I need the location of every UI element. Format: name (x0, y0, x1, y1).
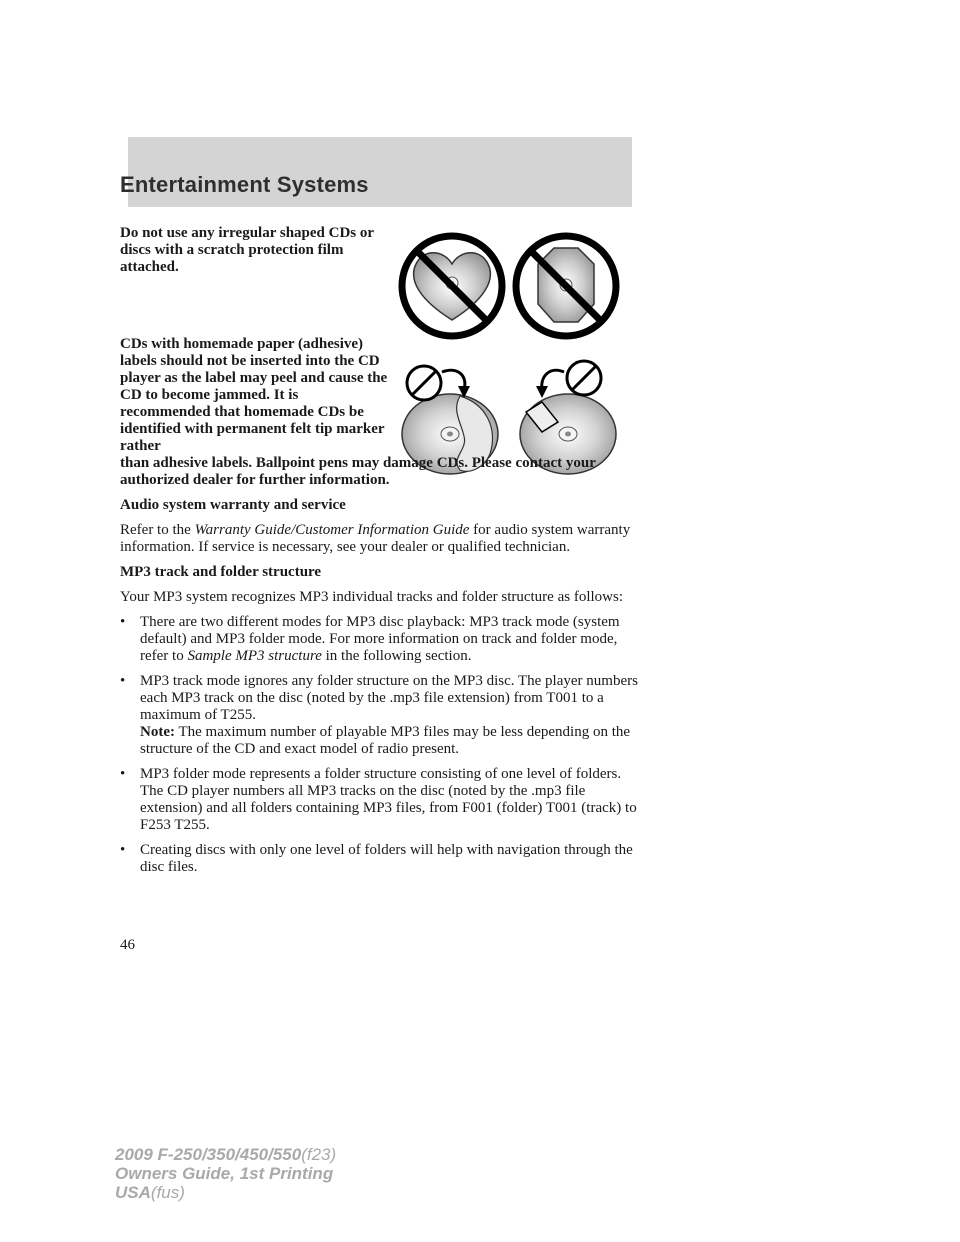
warranty-text-pre: Refer to the (120, 522, 191, 538)
warranty-text-post: for audio system warranty information. If service is necessary, see your dealer or qualified technician. (120, 522, 631, 555)
warranty-paragraph (120, 522, 640, 556)
note-label: Note: (140, 724, 175, 740)
mp3-bullet-list (120, 614, 640, 876)
note-text: The maximum number of playable MP3 files may be less depending on the structure of the CD and exact model of radio present. (140, 724, 631, 757)
warranty-heading: Audio system warranty and service (120, 497, 346, 513)
mp3-intro: Your MP3 system recognizes MP3 individual tracks and folder structure as follows: (120, 589, 623, 605)
irregular-discs-warning: Do not use any irregular shaped CDs or discs with a scratch protection film attached. (120, 225, 374, 275)
list-item (120, 842, 640, 876)
homemade-labels-text: than adhesive labels. Ballpoint pens may damage CDs. Please contact your authorized dealer for further information. (120, 455, 596, 488)
bullet-icon: • (120, 766, 126, 782)
list-item (120, 673, 640, 758)
footer-market: USA (115, 1183, 151, 1202)
page-number: 46 (120, 937, 135, 953)
page-title: Entertainment Systems (120, 172, 369, 197)
bullet-text: in the following section. (325, 648, 472, 664)
footer-printing: Owners Guide, 1st Printing (115, 1164, 334, 1183)
warranty-guide-reference: Warranty Guide/Customer Information Guide (194, 522, 470, 538)
bullet-text: Creating discs with only one level of folders will help with navigation through the disc files. (140, 842, 633, 875)
bullet-icon: • (120, 673, 126, 689)
mp3-heading: MP3 track and folder structure (120, 564, 322, 580)
bullet-text: MP3 folder mode represents a folder structure consisting of one level of folders. The CD player numbers all MP3 tracks on the disc (noted by the .mp3 file extension) and all folders containing MP3 files, from F001 (folder) T001 (track) to F253 T255. (140, 766, 637, 833)
footer-model: 2009 F-250/350/450/550 (115, 1145, 302, 1164)
bullet-icon: • (120, 842, 126, 858)
list-item (120, 766, 640, 834)
footer-model-code: (f23) (301, 1145, 337, 1164)
homemade-labels-warning (120, 336, 640, 489)
bullet-icon: • (120, 614, 126, 630)
bullet-text: There are two different modes for MP3 disc playback: MP3 track mode (system default) and MP3 folder mode. For more information on track and folder mode, refer to (140, 614, 620, 664)
footer-imprint (115, 1145, 336, 1202)
bullet-text: MP3 track mode ignores any folder structure on the MP3 disc. The player numbers each MP3 track on the disc (noted by the .mp3 file extension) from T001 to a maximum of T255. (140, 673, 638, 723)
homemade-labels-text-wrapped: CDs with homemade paper (adhesive) labels should not be inserted into the CD player as the label may peel and cause the CD to become jammed. It is recommended that homemade CDs be identified with permanent felt tip marker rather (120, 336, 388, 454)
sample-structure-reference: Sample MP3 structure (187, 648, 322, 664)
page-content (120, 225, 640, 884)
footer-market-code: (fus) (150, 1183, 185, 1202)
list-item (120, 614, 640, 665)
